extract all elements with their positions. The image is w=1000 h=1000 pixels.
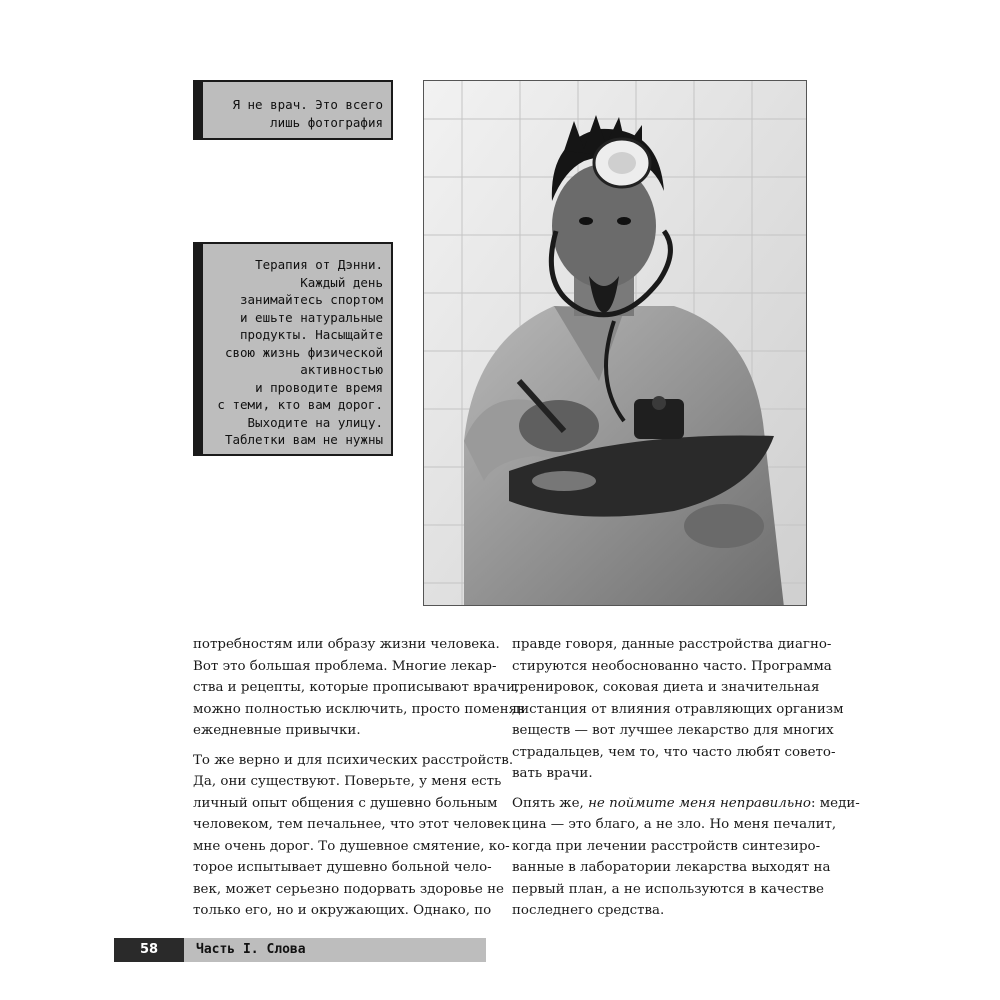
paragraph [512,793,860,922]
caption-line: с теми, кто вам дорог. [217,397,383,412]
text-column-left [193,634,525,930]
text-fragment: Опять же, [512,795,589,811]
paragraph [512,634,844,785]
text-line: стируются необоснованно часто. Программа [512,658,832,674]
text-line: ства и рецепты, которые прописывают врачи, [193,680,520,695]
text-line: веществ — вот лучшее лекарство для многих [512,723,834,738]
text-fragment: : меди- [811,795,860,811]
text-line: страдальцев, чем то, что часто любят совето- [512,744,836,760]
text-line: первый план, а не используются в качестве [512,881,824,897]
doctor-photo [423,80,807,606]
text-line: То же верно и для психических расстройств. [193,752,514,768]
section-title: Часть I. Слова [184,938,486,962]
text-line: только его, но и окружающих. Однако, по [193,903,492,918]
caption-line: Я не врач. Это всего [232,97,383,112]
text-line: последнего средства. [512,903,665,918]
caption-line: Выходите на улицу. [247,414,383,430]
text-line: вать врачи. [512,766,593,781]
paragraph [193,750,514,922]
text-column-right [512,634,860,930]
paragraph [193,634,525,742]
caption-line: Таблетки вам не нужны [224,432,383,447]
caption-line: активностью [300,362,383,377]
text-line: Да, они существуют. Поверьте, у меня есть [193,774,502,789]
caption-line: Каждый день [300,274,383,290]
text-line: век, может серьезно подорвать здоровье не [193,881,504,897]
text-line: тренировок, соковая диета и значительная [512,680,820,695]
caption-line: занимайтесь спортом [240,292,383,307]
text-line: дистанция от влияния отравляющих организм [512,701,844,717]
page-number: 58 [114,938,184,962]
caption-line: продукты. Насыщайте [240,327,383,342]
caption-line: и проводите время [255,379,383,395]
caption-line: и ешьте натуральные [240,309,383,325]
caption-line: лишь фотография [270,114,383,130]
text-line: человеком, тем печальнее, что этот человек [193,817,511,832]
emphasis-text: не поймите меня неправильно [588,795,811,811]
text-line: ежедневные привычки. [193,723,361,738]
caption-line: свою жизнь физической [224,344,383,360]
text-line: Вот это большая проблема. Многие лекар- [193,658,497,674]
text-line: ванные в лаборатории лекарства выходят на [512,860,831,875]
text-line: правде говоря, данные расстройства диагно- [512,637,832,652]
text-line: потребностям или образу жизни человека. [193,637,500,652]
doctor-photo-illustration [424,81,807,606]
text-line: цина — это благо, а не зло. Но меня печалит, [512,817,837,832]
caption-line: Терапия от Дэнни. [255,257,383,272]
text-line: мне очень дорог. То душевное смятение, ко- [193,838,510,854]
text-line: личный опыт общения с душевно больным [193,795,498,811]
text-line [512,793,860,815]
photo-caption-1 [193,80,393,140]
text-line: можно полностью исключить, просто поменяв [193,701,525,717]
text-line: торое испытывает душевно больной чело- [193,860,492,875]
text-line: когда при лечении расстройств синтезиро- [512,838,821,854]
photo-caption-2 [193,242,393,456]
